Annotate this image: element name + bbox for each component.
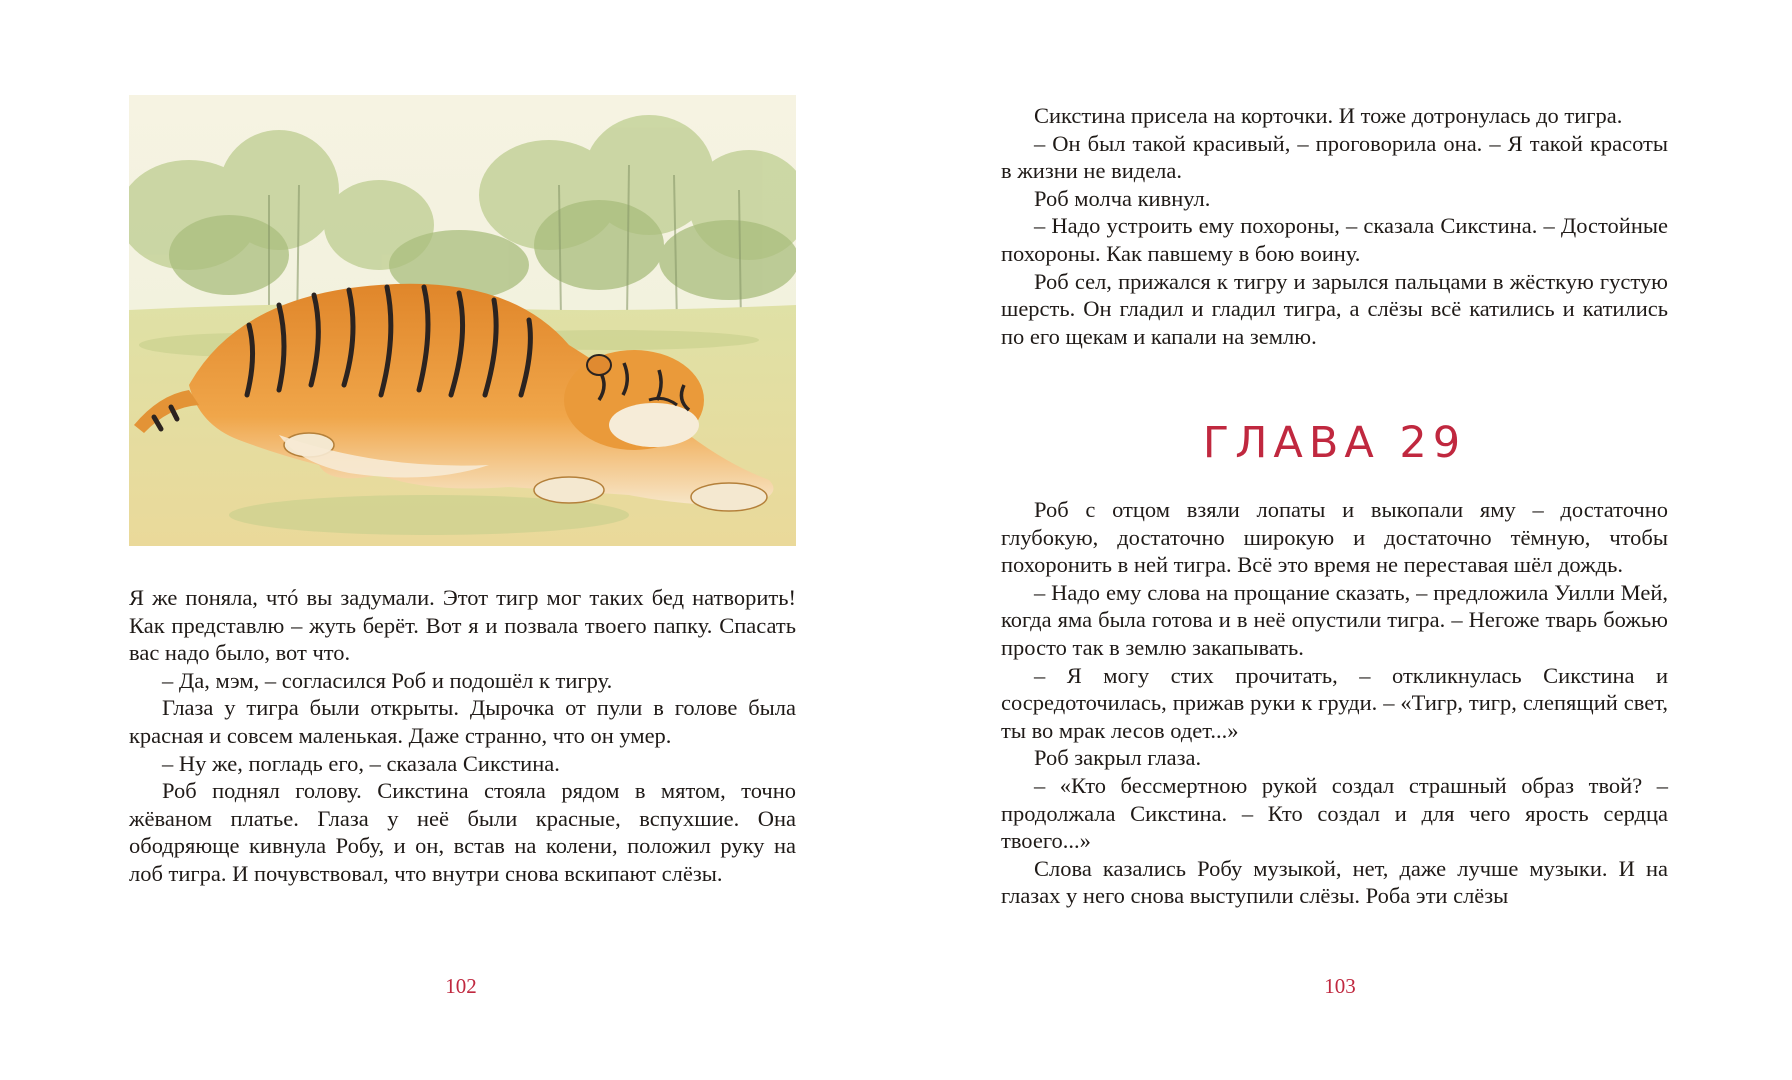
paragraph: Сикстина присела на корточки. И тоже дотронулась до тигра. xyxy=(1034,103,1623,128)
paragraph: – «Кто бессмертною рукой создал страшный образ твой? – продолжала Сикстина. – Кто создал и для чего ярость сердца твоего...» xyxy=(1001,772,1668,854)
paragraph: – Да, мэм, – согласился Роб и подошёл к тигру. xyxy=(162,667,613,693)
tiger-illustration xyxy=(129,95,796,546)
paragraph: Роб сел, прижался к тигру и зарылся пальцами в жёсткую густую шерсть. Он гладил и гладил тигра, а слёзы всё катились и катились по его щекам и капали на землю. xyxy=(1001,268,1668,349)
right-page-text-bottom xyxy=(1001,496,1668,910)
paragraph: – Ну же, погладь его, – сказала Сикстина. xyxy=(162,750,560,776)
paragraph: Роб закрыл глаза. xyxy=(1034,745,1202,771)
paragraph: Слова казались Робу музыкой, нет, даже лучше музыки. И на глазах у него снова выступили слёзы. Роба эти слёзы xyxy=(1001,855,1668,909)
right-page-text-top xyxy=(1001,102,1668,350)
paragraph: Я же поняла, чтó вы задумали. Этот тигр мог таких бед натворить! Как представлю – жуть берёт. Вот я и позвала твоего папку. Спасать вас надо было, вот что. xyxy=(129,585,796,666)
page-number-left: 102 xyxy=(445,974,477,998)
paragraph: Роб с отцом взяли лопаты и выкопали яму – достаточно глубокую, достаточно широкую и достаточно тёмную, чтобы похоронить в ней тигра. Всё это время не переставая шёл дождь. xyxy=(1001,497,1668,578)
paragraph: – Я могу стих прочитать, – откликнулась Сикстина и сосредоточилась, прижав руки к груди. – «Тигр, тигр, слепящий свет, ты во мрак лесов одет...» xyxy=(1001,662,1668,743)
paragraph: Глаза у тигра были открыты. Дырочка от пули в голове была красная и совсем маленькая. Даже странно, что он умер. xyxy=(129,695,796,748)
tiger-illustration-image xyxy=(129,95,796,546)
paragraph: – Надо устроить ему похороны, – сказала Сикстина. – Достойные похороны. Как павшему в бою воину. xyxy=(1001,213,1668,266)
paragraph: – Он был такой красивый, – проговорила она. – Я такой красоты в жизни не видела. xyxy=(1001,130,1668,184)
left-page-text xyxy=(129,584,796,888)
paragraph: Роб молча кивнул. xyxy=(1034,185,1211,211)
chapter-title: ГЛАВА 29 xyxy=(1202,418,1467,468)
page-number-right: 103 xyxy=(1324,974,1356,998)
paragraph: – Надо ему слова на прощание сказать, – предложила Уилли Мей, когда яма была готова и в неё опустили тигра. – Негоже тварь божью просто так в землю закапывать. xyxy=(1001,579,1668,660)
paragraph: Роб поднял голову. Сикстина стояла рядом в мятом, точно жёваном платье. Глаза у неё были красные, вспухшие. Она ободряюще кивнула Робу, и он, встав на колени, положил руку на лоб тигра. И почувствовал, что внутри снова вскипают слёзы. xyxy=(129,778,796,886)
